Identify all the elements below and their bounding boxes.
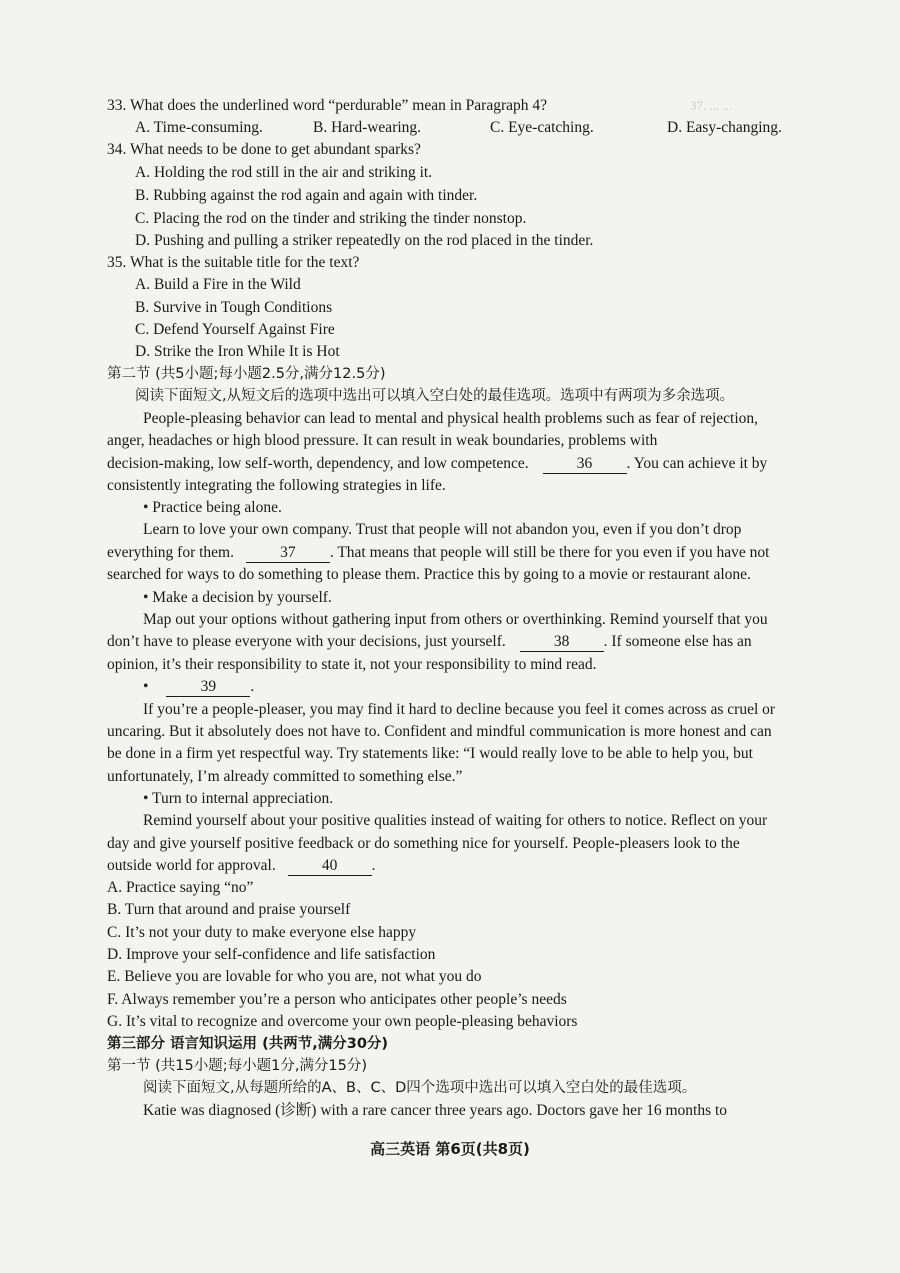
q34-option-d: D. Pushing and pulling a striker repeatedly on the rod placed in the tinder. <box>135 232 594 249</box>
passage-line: be done in a firm yet respectful way. Try statements like: “I would really love to be able to help you, but <box>107 745 753 762</box>
option-b: B. Turn that around and praise yourself <box>107 901 351 918</box>
blank-39[interactable]: 39 <box>166 678 250 697</box>
q35-option-b: B. Survive in Tough Conditions <box>135 299 333 316</box>
bleed-through-text: 37. ... ... <box>690 98 733 113</box>
q34-option-b: B. Rubbing against the rod again and again with tinder. <box>135 187 478 204</box>
option-f: F. Always remember you’re a person who anticipates other people’s needs <box>107 991 567 1008</box>
passage-line: everything for them. 37 . That means that people will still be there for you even if you have not <box>107 544 770 561</box>
passage-line: uncaring. But it absolutely does not have to. Confident and mindful communication is more honest and can <box>107 723 772 740</box>
q34-option-a: A. Holding the rod still in the air and striking it. <box>135 164 433 181</box>
bullet-heading: • Make a decision by yourself. <box>143 589 332 606</box>
q35-option-a: A. Build a Fire in the Wild <box>135 276 301 293</box>
q35-option-d: D. Strike the Iron While It is Hot <box>135 343 340 360</box>
q33-option-b: B. Hard-wearing. <box>313 119 422 136</box>
part-3-sub-heading: 第一节 (共15小题;每小题1分,满分15分) <box>107 1058 368 1074</box>
q33-option-c: C. Eye-catching. <box>490 119 594 136</box>
bullet-heading: • 39 . <box>143 678 255 695</box>
option-c: C. It’s not your duty to make everyone else happy <box>107 924 417 941</box>
passage-line: Remind yourself about your positive qualities instead of waiting for others to notice. Reflect on your <box>143 812 768 829</box>
passage-line: searched for ways to do something to please them. Practice this by going to a movie or restaurant alone. <box>107 566 751 583</box>
passage-line: don’t have to please everyone with your decisions, just yourself. 38 . If someone else has an <box>107 633 752 650</box>
q34-option-c: C. Placing the rod on the tinder and striking the tinder nonstop. <box>135 210 527 227</box>
option-g: G. It’s vital to recognize and overcome your own people-pleasing behaviors <box>107 1013 578 1030</box>
question-35-stem: 35. What is the suitable title for the text? <box>107 254 360 271</box>
passage-line: Katie was diagnosed (诊断) with a rare cancer three years ago. Doctors gave her 16 months to <box>143 1102 728 1119</box>
question-34-stem: 34. What needs to be done to get abundant sparks? <box>107 141 421 158</box>
option-e: E. Believe you are lovable for who you are, not what you do <box>107 968 482 985</box>
passage-line: outside world for approval. 40 . <box>107 857 376 874</box>
q35-option-c: C. Defend Yourself Against Fire <box>135 321 335 338</box>
passage-line: unfortunately, I’m already committed to something else.” <box>107 768 463 785</box>
passage-line: Map out your options without gathering input from others or overthinking. Remind yourself that you <box>143 611 768 628</box>
q33-option-d: D. Easy-changing. <box>667 119 782 136</box>
passage-line: decision-making, low self-worth, dependency, and low competence. 36 . You can achieve it by <box>107 455 768 472</box>
blank-38[interactable]: 38 <box>520 633 604 652</box>
section-2-heading: 第二节 (共5小题;每小题2.5分,满分12.5分) <box>107 366 386 382</box>
blank-36[interactable]: 36 <box>543 455 627 474</box>
question-33-stem: 33. What does the underlined word “perdurable” mean in Paragraph 4? <box>107 97 548 114</box>
option-a: A. Practice saying “no” <box>107 879 254 896</box>
page-footer: 高三英语 第6页(共8页) <box>370 1140 530 1158</box>
passage-line: anger, headaches or high blood pressure. It can result in weak boundaries, problems with <box>107 432 658 449</box>
bullet-heading: • Practice being alone. <box>143 499 282 516</box>
section-2-instruction: 阅读下面短文,从短文后的选项中选出可以填入空白处的最佳选项。选项中有两项为多余选项。 <box>135 388 735 404</box>
passage-line: Learn to love your own company. Trust that people will not abandon you, even if you don’t drop <box>143 521 742 538</box>
passage-line: If you’re a people-pleaser, you may find it hard to decline because you feel it comes across as cruel or <box>143 701 776 718</box>
part-3-heading: 第三部分 语言知识运用 (共两节,满分30分) <box>107 1036 389 1052</box>
blank-37[interactable]: 37 <box>246 544 330 563</box>
passage-line: consistently integrating the following strategies in life. <box>107 477 446 494</box>
passage-line: day and give yourself positive feedback or do something nice for yourself. People-pleasers look to the <box>107 835 740 852</box>
passage-line: opinion, it’s their responsibility to state it, not your responsibility to mind read. <box>107 656 597 673</box>
bullet-heading: • Turn to internal appreciation. <box>143 790 334 807</box>
part-3-instruction: 阅读下面短文,从每题所给的A、B、C、D四个选项中选出可以填入空白处的最佳选项。 <box>143 1080 697 1096</box>
option-d: D. Improve your self-confidence and life satisfaction <box>107 946 436 963</box>
q33-option-a: A. Time-consuming. <box>135 119 263 136</box>
passage-line: People-pleasing behavior can lead to mental and physical health problems such as fear of rejection, <box>143 410 759 427</box>
blank-40[interactable]: 40 <box>288 857 372 876</box>
